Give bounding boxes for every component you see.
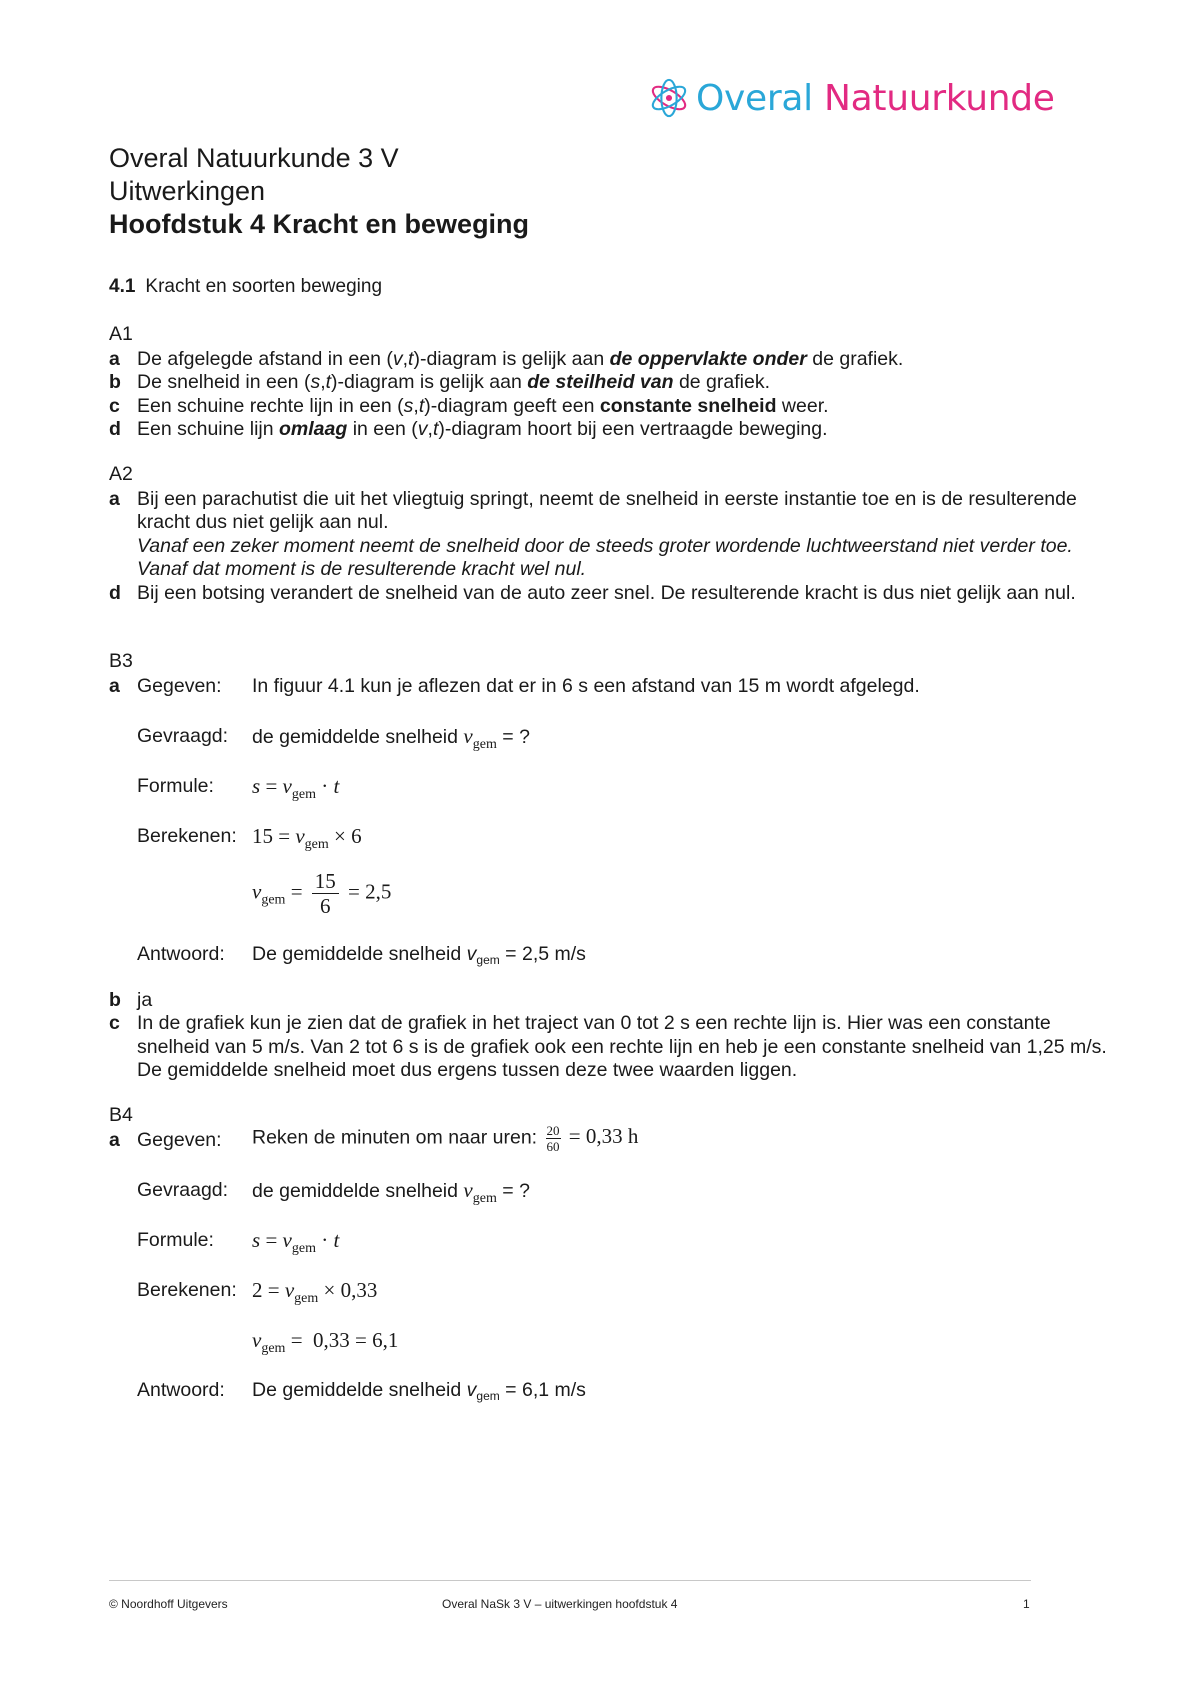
row-label: Gevraagd: <box>137 1178 229 1201</box>
gevraagd-row <box>109 725 1127 775</box>
emphasis: de steilheid van <box>527 371 674 393</box>
text: weer. <box>776 394 829 417</box>
symbol: t <box>325 371 332 393</box>
symbol: $v_{gem}$ <box>463 723 497 752</box>
text: Bij een parachutist die uit het vliegtuig springt, neemt de snelheid in eerste instantie toe en is de resulterende kracht dus niet gelijk aan nul. <box>137 487 1077 533</box>
item-letter: d <box>109 418 121 440</box>
result-row <box>109 1327 399 1379</box>
answer-item <box>109 488 1127 582</box>
question-b4 <box>109 1104 639 1429</box>
answer-item <box>109 418 1127 442</box>
footer-divider <box>109 1580 1031 1581</box>
row-value <box>252 725 530 757</box>
formule-row <box>109 775 1127 825</box>
answer-item <box>109 1012 1127 1083</box>
question-label: A2 <box>109 463 133 485</box>
formula: $v_{gem}$ = $\frac{15}{6}$ = 2,5 <box>252 868 392 918</box>
text: )-diagram is gelijk aan <box>331 371 528 393</box>
question-a1 <box>109 323 1127 442</box>
logo-word-overal: Overal <box>696 77 813 119</box>
symbol: t <box>408 347 414 370</box>
row-label: Berekenen: <box>137 1278 237 1301</box>
formula: $2 = v_{gem} \times 0,33$ <box>252 1277 378 1306</box>
text: De snelheid in een ( <box>137 371 311 393</box>
row-label: Antwoord: <box>137 1378 225 1401</box>
row-label: Gegeven: <box>137 1128 222 1151</box>
page-number: 1 <box>1023 1597 1030 1611</box>
text: , <box>320 371 326 393</box>
text: In de grafiek kun je zien dat de grafiek in het traject van 0 tot 2 s een rechte lijn is. Hier was een constante snelheid van 5 m/s. Van 2 tot 6 s is de grafiek ook een rechte lijn en heb je een constante snelheid van 1,25 m/s. De gemiddelde snelheid moet dus ergens tussen deze twee waarden liggen. <box>137 1012 1107 1081</box>
symbol: s <box>403 394 414 417</box>
row-label: Gegeven: <box>137 674 222 697</box>
header-course: Overal Natuurkunde 3 V <box>109 143 399 173</box>
item-letter: b <box>109 988 121 1011</box>
answer-item <box>109 371 1127 395</box>
emphasis: omlaag <box>279 418 348 440</box>
gevraagd-row <box>109 1177 530 1229</box>
row-value: De gemiddelde snelheid $v_{gem} = 2,5$ m/s <box>252 942 586 967</box>
formula: $\frac{20}{60}$ = 0,33 h <box>546 1122 639 1154</box>
item-letter: a <box>109 674 120 697</box>
item-letter: a <box>109 487 120 510</box>
antwoord-row <box>109 1378 586 1429</box>
symbol: v <box>417 418 428 440</box>
footer-document-title: Overal NaSk 3 V – uitwerkingen hoofdstuk 4 <box>442 1597 678 1611</box>
item-letter: d <box>109 581 121 604</box>
berekenen-row <box>109 825 1127 875</box>
fraction: $\frac{15}{6}$ <box>312 869 339 918</box>
text: , <box>413 394 419 417</box>
question-label: B4 <box>109 1104 133 1126</box>
text: , <box>402 347 409 370</box>
text: de grafiek. <box>806 347 904 370</box>
question-a2 <box>109 463 1127 605</box>
text: , <box>427 418 433 440</box>
answer-item <box>109 989 1127 1013</box>
item-letter: c <box>109 1012 120 1034</box>
row-label: Gevraagd: <box>137 724 229 747</box>
section-title: Kracht en soorten beweging <box>145 276 383 297</box>
row-label: Formule: <box>137 774 214 797</box>
atom-icon <box>648 77 690 119</box>
row-label: Formule: <box>137 1228 214 1251</box>
text: Een schuine rechte lijn in een ( <box>137 394 404 417</box>
text: in een ( <box>347 418 418 440</box>
antwoord-row <box>109 943 1127 989</box>
item-letter: a <box>109 1128 120 1151</box>
text: Bij een botsing verandert de snelheid van de auto zeer snel. De resulterende kracht is dus niet gelijk aan nul. <box>137 581 1076 604</box>
text: = ? <box>496 725 530 748</box>
gegeven-row <box>109 1122 639 1179</box>
answer-item <box>109 348 1127 372</box>
section-heading <box>109 276 382 298</box>
symbol: s <box>310 371 321 393</box>
section-number: 4.1 <box>109 276 136 297</box>
italic-text: Vanaf een zeker moment neemt de snelheid door de steeds groter wordende luchtweerstand niet verder toe. Vanaf dat moment is de resulterende kracht wel nul. <box>137 534 1073 580</box>
page-title: Hoofdstuk 4 Kracht en beweging <box>109 209 530 239</box>
answer-item <box>109 582 1127 606</box>
text: )-diagram geeft een <box>424 394 600 417</box>
logo-word-natuurkunde: Natuurkunde <box>824 77 1055 119</box>
text: de gemiddelde snelheid <box>252 725 464 748</box>
row-value: De gemiddelde snelheid $v_{gem} = 6,1$ m/s <box>252 1378 586 1403</box>
text: de grafiek. <box>673 371 771 393</box>
symbol: v <box>392 347 403 370</box>
text: )-diagram is gelijk aan <box>413 347 610 370</box>
question-label: B3 <box>109 650 133 672</box>
row-label: Berekenen: <box>137 824 237 847</box>
item-letter: b <box>109 371 121 393</box>
formule-row <box>109 1227 340 1279</box>
formula: $v_{gem} = 0,33 = 6,1$ <box>252 1327 399 1356</box>
formula: $15 = v_{gem} \times 6$ <box>252 823 362 852</box>
symbol: t <box>432 418 439 440</box>
symbol: t <box>418 394 425 417</box>
item-letter: a <box>109 347 120 370</box>
question-b3 <box>109 650 1127 1083</box>
row-value: In figuur 4.1 kun je aflezen dat er in 6 s een afstand van 15 m wordt afgelegd. <box>252 674 920 697</box>
brand-logo <box>648 70 1055 126</box>
text: ja <box>137 988 153 1011</box>
row-value: de gemiddelde snelheid $v_{gem}$ = ? <box>252 1177 530 1206</box>
text: De afgelegde afstand in een ( <box>137 347 393 370</box>
berekenen-row <box>109 1277 378 1329</box>
question-label: A1 <box>109 323 133 345</box>
result-row <box>109 868 1127 943</box>
answer-item <box>109 395 1127 419</box>
document-header <box>109 142 529 241</box>
text: )-diagram hoort bij een vertraagde beweging. <box>438 418 828 440</box>
row-value: Reken de minuten om naar uren: $\frac{20}{60}$ = 0,33 h <box>252 1122 639 1154</box>
fraction: $\frac{20}{60}$ <box>546 1122 560 1154</box>
row-label: Antwoord: <box>137 942 225 965</box>
emphasis: constante snelheid <box>599 394 777 417</box>
gegeven-row <box>109 675 1127 725</box>
footer-publisher: © Noordhoff Uitgevers <box>109 1597 228 1611</box>
header-subtitle: Uitwerkingen <box>109 176 266 206</box>
formula: $s = v_{gem} \cdot t$ <box>252 1227 340 1256</box>
emphasis: de oppervlakte onder <box>609 347 807 370</box>
text: Een schuine lijn <box>137 418 280 440</box>
formula: $s = v_{gem} \cdot t$ <box>252 773 340 802</box>
item-letter: c <box>109 394 120 417</box>
